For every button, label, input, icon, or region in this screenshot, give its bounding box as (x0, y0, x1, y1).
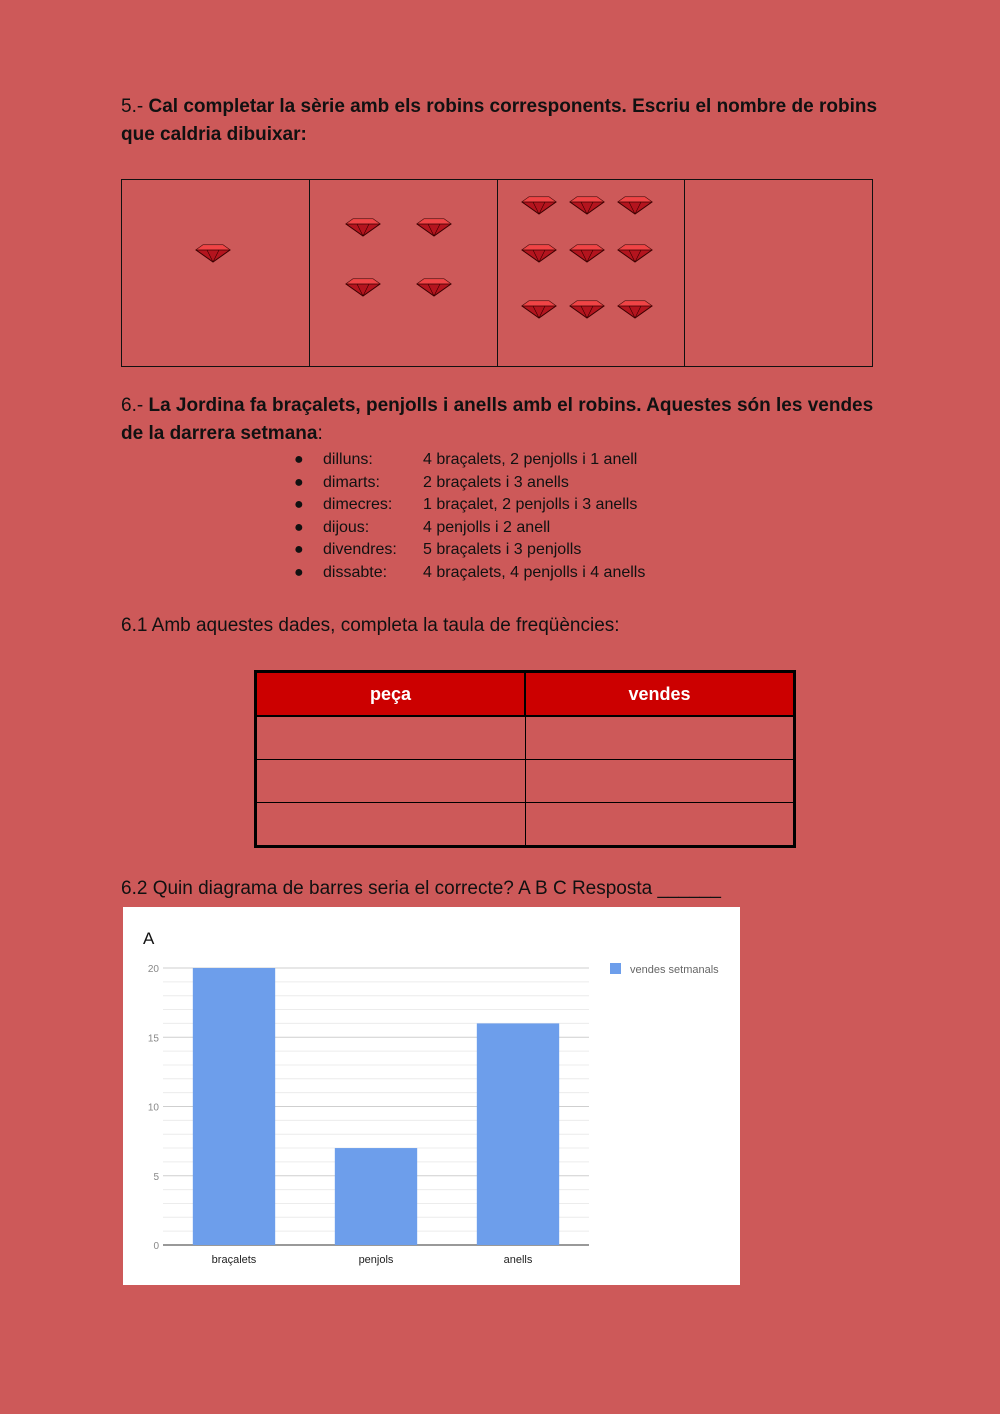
bar-chart-svg (123, 907, 740, 1285)
series-cell-4-answer[interactable] (685, 180, 872, 366)
question-6-1: 6.1 Amb aquestes dades, completa la taula de freqüències: (121, 615, 620, 636)
table-cell-input[interactable] (525, 803, 795, 847)
table-cell-input[interactable] (256, 803, 526, 847)
header-piece: peça (256, 672, 526, 717)
sales-day: divendres: (323, 541, 397, 559)
ruby-gem-icon (416, 277, 452, 297)
y-tick-label: 15 (147, 1033, 159, 1045)
legend-label: vendes setmanals (630, 964, 719, 976)
ruby-gem-icon (569, 299, 605, 319)
chart-title: A (143, 929, 155, 948)
ruby-gem-icon (617, 299, 653, 319)
list-item (294, 472, 645, 495)
series-cell-3 (498, 180, 686, 366)
sales-items: 2 braçalets i 3 anells (423, 473, 569, 491)
table-row (256, 760, 795, 803)
x-tick-label: penjols (358, 1254, 394, 1266)
ruby-gem-icon (521, 243, 557, 263)
table-row (256, 803, 795, 847)
header-sales: vendes (525, 672, 795, 717)
series-cell-1 (122, 180, 310, 366)
bullet-icon: ● (294, 518, 304, 536)
ruby-series-grid (121, 179, 873, 367)
bar-chart-a (123, 907, 740, 1285)
x-tick-label: anells (503, 1254, 533, 1266)
list-item (294, 449, 645, 472)
sales-items: 4 braçalets, 4 penjolls i 4 anells (423, 563, 646, 581)
ruby-gem-icon (617, 195, 653, 215)
table-row (256, 716, 795, 760)
question-6-number: 6.- (121, 395, 144, 416)
sales-day: dimecres: (323, 496, 393, 514)
question-6 (121, 392, 881, 448)
ruby-gem-icon (521, 299, 557, 319)
y-tick-label: 10 (147, 1102, 159, 1114)
bullet-icon: ● (294, 496, 304, 514)
sales-items: 1 braçalet, 2 penjolls i 3 anells (423, 496, 638, 514)
list-item (294, 494, 645, 517)
question-6-text: La Jordina fa braçalets, penjolls i anells amb el robins. Aquestes són les vendes de la darrera setmana (121, 395, 874, 444)
sales-list (294, 449, 645, 585)
list-item (294, 517, 645, 540)
bullet-icon: ● (294, 473, 304, 491)
question-5-text: Cal completar la sèrie amb els robins corresponents. Escriu el nombre de robins que caldria dibuixar: (121, 96, 878, 145)
ruby-gem-icon (416, 217, 452, 237)
bullet-icon: ● (294, 451, 304, 468)
bullet-icon: ● (294, 541, 304, 559)
table-cell-input[interactable] (256, 716, 526, 760)
sales-items: 5 braçalets i 3 penjolls (423, 541, 582, 559)
y-tick-label: 5 (153, 1171, 159, 1183)
list-item (294, 562, 645, 585)
ruby-gem-icon (345, 277, 381, 297)
ruby-gem-icon (195, 243, 231, 263)
bar-braçalets (193, 968, 275, 1245)
question-6-2: 6.2 Quin diagrama de barres seria el correcte? A B C Resposta ______ (121, 878, 721, 899)
sales-day: dilluns: (323, 451, 373, 468)
list-item (294, 539, 645, 562)
table-cell-input[interactable] (256, 760, 526, 803)
legend-swatch (610, 963, 621, 974)
question-5 (121, 93, 881, 149)
bar-penjols (335, 1148, 417, 1245)
frequency-table (254, 670, 796, 848)
ruby-gem-icon (569, 243, 605, 263)
y-tick-label: 0 (153, 1241, 159, 1252)
bullet-icon: ● (294, 563, 304, 581)
x-tick-label: braçalets (211, 1254, 257, 1266)
question-5-number: 5.- (121, 96, 144, 117)
sales-day: dijous: (323, 518, 370, 536)
ruby-gem-icon (521, 195, 557, 215)
series-cell-2 (310, 180, 498, 366)
ruby-gem-icon (617, 243, 653, 263)
ruby-gem-icon (345, 217, 381, 237)
table-cell-input[interactable] (525, 716, 795, 760)
sales-items: 4 braçalets, 2 penjolls i 1 anell (423, 451, 638, 468)
sales-items: 4 penjolls i 2 anell (423, 518, 551, 536)
bar-anells (477, 1023, 559, 1245)
sales-day: dissabte: (323, 563, 388, 581)
ruby-gem-icon (569, 195, 605, 215)
question-6-tail: : (317, 423, 323, 444)
sales-day: dimarts: (323, 473, 380, 491)
y-tick-label: 20 (147, 964, 159, 975)
table-cell-input[interactable] (525, 760, 795, 803)
